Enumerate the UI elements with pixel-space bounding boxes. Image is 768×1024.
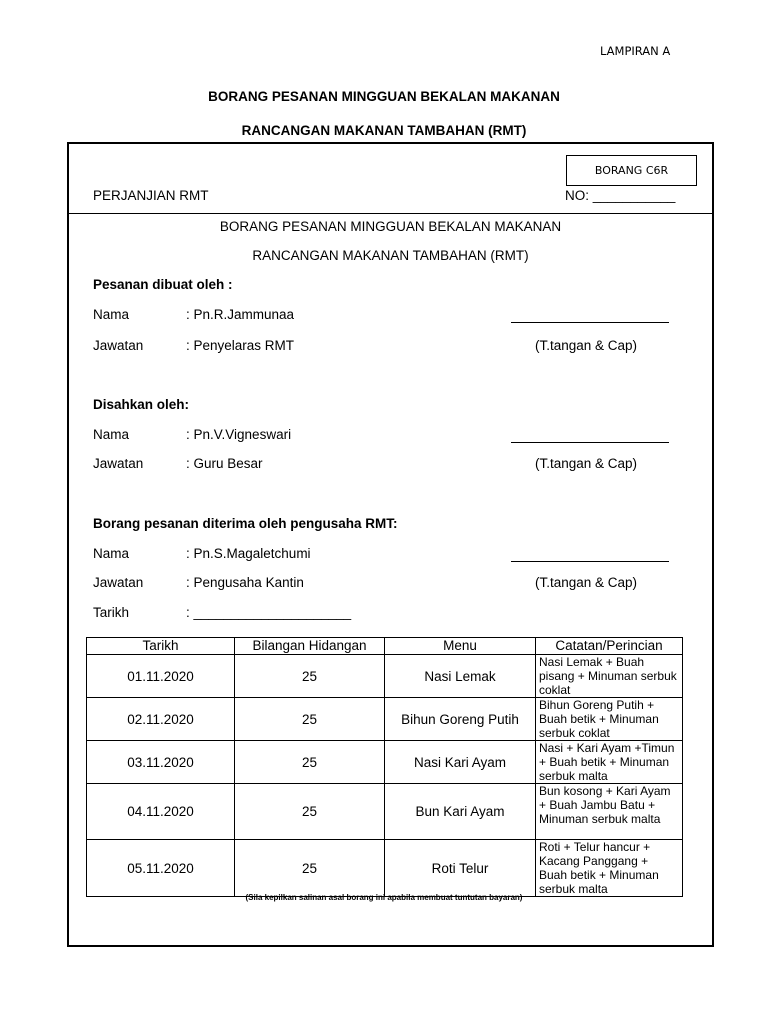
cell-note: Bun kosong + Kari Ayam + Buah Jambu Batu + Minuman serbuk malta — [536, 784, 683, 840]
cell-menu: Nasi Lemak — [385, 655, 536, 698]
approved-by-nama-label: Nama — [93, 427, 130, 442]
form-number-field[interactable]: NO: ___________ — [565, 188, 676, 203]
column-header-tarikh: Tarikh — [87, 638, 235, 655]
ordered-by-signature-line[interactable] — [511, 322, 669, 323]
cell-note: Roti + Telur hancur + Kacang Panggang + Buah betik + Minuman serbuk malta — [536, 840, 683, 897]
ordered-by-nama-label: Nama — [93, 307, 130, 322]
received-by-nama-value: : Pn.S.Magaletchumi — [186, 546, 311, 561]
table-row — [87, 840, 683, 897]
lampiran-label: LAMPIRAN A — [600, 44, 671, 58]
table-header-row — [87, 638, 683, 655]
approved-by-jawatan-label: Jawatan — [93, 456, 144, 471]
ordered-by-jawatan-label: Jawatan — [93, 338, 144, 353]
approved-by-jawatan-value: : Guru Besar — [186, 456, 263, 471]
cell-count: 25 — [235, 698, 385, 741]
approved-by-nama-value: : Pn.V.Vigneswari — [186, 427, 292, 442]
ordered-by-sign-label: (T.tangan & Cap) — [535, 338, 638, 353]
cell-date: 04.11.2020 — [87, 784, 235, 840]
cell-note: Nasi Lemak + Buah pisang + Minuman serbuk coklat — [536, 655, 683, 698]
cell-menu: Roti Telur — [385, 840, 536, 897]
cell-count: 25 — [235, 741, 385, 784]
column-header-bilangan: Bilangan Hidangan — [235, 638, 385, 655]
cell-menu: Bihun Goreng Putih — [385, 698, 536, 741]
section-approved-by-heading: Disahkan oleh: — [93, 397, 190, 412]
page-subtitle: RANCANGAN MAKANAN TAMBAHAN (RMT) — [241, 123, 527, 138]
cell-note: Bihun Goreng Putih + Buah betik + Minuman serbuk coklat — [536, 698, 683, 741]
column-header-menu: Menu — [385, 638, 536, 655]
page-title: BORANG PESANAN MINGGUAN BEKALAN MAKANAN — [208, 89, 560, 104]
cell-date: 01.11.2020 — [87, 655, 235, 698]
table-row — [87, 698, 683, 741]
cell-note: Nasi + Kari Ayam +Timun + Buah betik + Minuman serbuk malta — [536, 741, 683, 784]
approved-by-sign-label: (T.tangan & Cap) — [535, 456, 638, 471]
section-received-by-heading: Borang pesanan diterima oleh pengusaha RMT: — [93, 516, 398, 531]
column-header-catatan: Catatan/Perincian — [536, 638, 683, 655]
order-table — [86, 637, 683, 897]
cell-count: 25 — [235, 655, 385, 698]
table-row — [87, 784, 683, 840]
cell-count: 25 — [235, 840, 385, 897]
approved-by-signature-line[interactable] — [511, 442, 669, 443]
cell-menu: Bun Kari Ayam — [385, 784, 536, 840]
received-by-signature-line[interactable] — [511, 561, 669, 562]
received-by-sign-label: (T.tangan & Cap) — [535, 575, 638, 590]
cell-date: 05.11.2020 — [87, 840, 235, 897]
section-ordered-by-heading: Pesanan dibuat oleh : — [93, 277, 233, 292]
received-by-jawatan-label: Jawatan — [93, 575, 144, 590]
received-by-nama-label: Nama — [93, 546, 130, 561]
header-divider — [69, 213, 712, 214]
cell-count: 25 — [235, 784, 385, 840]
table-row — [87, 655, 683, 698]
cell-menu: Nasi Kari Ayam — [385, 741, 536, 784]
received-by-tarikh-label: Tarikh — [93, 605, 130, 620]
footnote: (Sila kepilkan salinan asal borang ini apabila membuat tuntutan bayaran) — [245, 893, 523, 902]
ordered-by-jawatan-value: : Penyelaras RMT — [186, 338, 295, 353]
form-subtitle-2: RANCANGAN MAKANAN TAMBAHAN (RMT) — [252, 248, 529, 263]
perjanjian-label: PERJANJIAN RMT — [93, 188, 209, 203]
table-row — [87, 741, 683, 784]
form-code-box: BORANG C6R — [566, 155, 697, 186]
received-by-jawatan-value: : Pengusaha Kantin — [186, 575, 304, 590]
ordered-by-nama-value: : Pn.R.Jammunaa — [186, 307, 295, 322]
cell-date: 03.11.2020 — [87, 741, 235, 784]
form-subtitle-1: BORANG PESANAN MINGGUAN BEKALAN MAKANAN — [219, 219, 562, 234]
received-by-tarikh-field[interactable]: : _____________________ — [186, 605, 352, 620]
cell-date: 02.11.2020 — [87, 698, 235, 741]
